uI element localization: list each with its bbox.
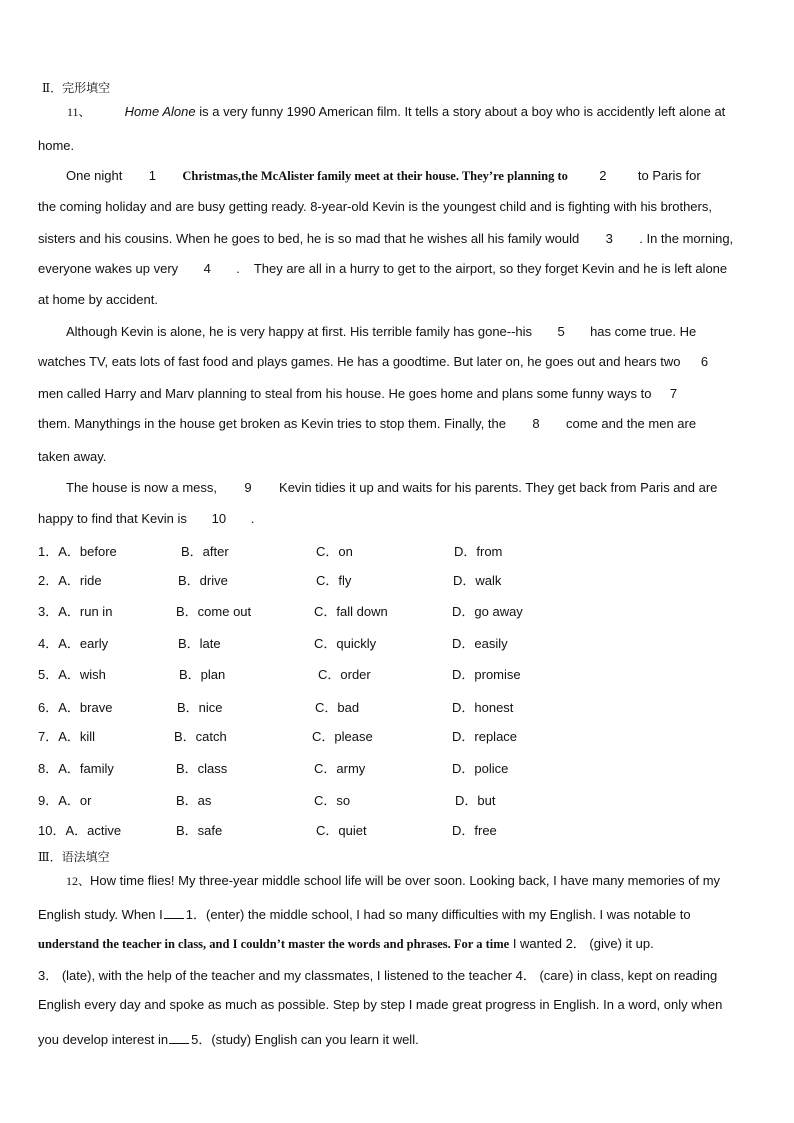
p2-text: watches TV, eats lots of fast food and plays games. He has a goodtime. But later on, he goes out and hears two	[38, 354, 681, 369]
p1-line-5: at home by accident.	[38, 292, 158, 307]
p2-line-4	[38, 416, 696, 432]
option-d: D．police	[452, 761, 509, 776]
option-b: B．late	[178, 636, 221, 651]
option-b: B．plan	[179, 667, 226, 682]
blank-6: 6	[700, 354, 709, 369]
s3-line-2	[38, 907, 691, 923]
option-b: B．come out	[176, 604, 252, 619]
p2-line-5: taken away.	[38, 449, 107, 464]
option-num-label: 10．A．	[38, 823, 88, 838]
option-number	[38, 700, 112, 716]
film-title: Home Alone	[124, 104, 196, 119]
intro-text: is a very funny 1990 American film. It tells a story about a boy who is accidently left alone at	[195, 104, 726, 119]
option-d: D．replace	[452, 729, 518, 744]
option-b: B．drive	[178, 573, 228, 588]
option-c: C．please	[312, 729, 373, 744]
s3-text: 1．(enter) the middle school, I had so many difficulties with my English. I was notable to	[185, 907, 691, 922]
intro-line-1	[67, 104, 725, 120]
option-a: active	[87, 823, 122, 838]
option-number	[38, 544, 117, 560]
s3-line-5: English every day and spoke as much as possible. Step by step I made great progress in English. In a word, only when	[38, 997, 723, 1012]
question-12-number: 12、	[66, 874, 91, 888]
option-a: ride	[79, 573, 102, 588]
option-d: D．but	[455, 793, 496, 808]
option-num-label: 2．A．	[38, 573, 80, 588]
option-a: run in	[79, 604, 113, 619]
s3-text: English study. When I	[38, 907, 163, 922]
option-c: C．quickly	[314, 636, 377, 651]
option-c: C．order	[318, 667, 371, 682]
blank-8: 8	[532, 416, 540, 431]
option-b: B．as	[176, 793, 212, 808]
s3-text: you develop interest in	[38, 1032, 169, 1047]
p2-line-3	[38, 386, 696, 402]
p1-text: sisters and his cousins. When he goes to bed, he is so mad that he wishes all his family would	[38, 231, 580, 246]
option-c: C．bad	[315, 700, 360, 715]
option-a: wish	[79, 667, 106, 682]
p3-line-1	[66, 480, 717, 496]
p2-text: has come true. He	[590, 324, 697, 339]
blank-5: 5	[557, 324, 565, 339]
p3-text: happy to find that Kevin is	[38, 511, 187, 526]
option-d: D．promise	[452, 667, 521, 682]
option-number	[38, 823, 121, 839]
s3-text: How time flies! My three-year middle school life will be over soon. Looking back, I have many memories of my	[90, 873, 721, 888]
p2-line-2	[38, 354, 728, 370]
p1-text: .	[236, 261, 240, 276]
blank-7: 7	[669, 386, 678, 401]
option-number	[38, 636, 108, 652]
answer-blank-1[interactable]	[164, 909, 184, 919]
p1-text: to Paris for	[637, 168, 701, 183]
option-b: B．nice	[177, 700, 223, 715]
blank-10: 10	[211, 511, 227, 526]
option-number	[38, 604, 112, 620]
option-number	[38, 667, 106, 683]
blank-9: 9	[244, 480, 252, 495]
s3-text: 5．(study) English can you learn it well.	[191, 1032, 419, 1047]
s3-text: I wanted 2． (give) it up.	[509, 936, 654, 951]
s3-line-1	[66, 873, 720, 889]
option-d: D．walk	[453, 573, 502, 588]
option-d: D．from	[454, 544, 503, 559]
section-2-heading: Ⅱ．完形填空	[42, 81, 111, 95]
option-a: family	[79, 761, 114, 776]
option-number	[38, 573, 102, 589]
p1-text: everyone wakes up very	[38, 261, 179, 276]
option-a: early	[79, 636, 109, 651]
s3-line-3	[38, 936, 654, 952]
s3-line-6	[38, 1032, 419, 1048]
p1-line-2: the coming holiday and are busy getting ready. 8-year-old Kevin is the youngest child and is fighting with his brothers,	[38, 199, 712, 214]
p2-text: come and the men are	[566, 416, 697, 431]
option-number	[38, 793, 91, 809]
option-num-label: 7．A．	[38, 729, 80, 744]
blank-2: 2	[599, 168, 607, 183]
option-c: C．fall down	[314, 604, 388, 619]
p1-text: One night	[66, 168, 123, 183]
option-d: D．easily	[452, 636, 508, 651]
option-b: B．safe	[176, 823, 223, 838]
p1-line-4	[38, 261, 727, 277]
option-a: or	[79, 793, 92, 808]
option-a: before	[79, 544, 117, 559]
option-num-label: 5．A．	[38, 667, 80, 682]
p1-line-1	[66, 168, 701, 184]
option-num-label: 4．A．	[38, 636, 80, 651]
p1-text: They are all in a hurry to get to the airport, so they forget Kevin and he is left alone	[253, 261, 728, 276]
option-c: C．army	[314, 761, 366, 776]
option-num-label: 3．A．	[38, 604, 80, 619]
p2-text: Although Kevin is alone, he is very happy at first. His terrible family has gone--his	[66, 324, 533, 339]
option-a: brave	[79, 700, 113, 715]
p2-text: them. Manythings in the house get broken as Kevin tries to stop them. Finally, the	[38, 416, 507, 431]
option-a: kill	[79, 729, 96, 744]
option-d: D．honest	[452, 700, 514, 715]
option-b: B．after	[181, 544, 229, 559]
section-3-heading: Ⅲ．语法填空	[38, 850, 110, 864]
option-num-label: 9．A．	[38, 793, 80, 808]
option-number	[38, 761, 114, 777]
p1-line-3	[38, 231, 733, 247]
p3-text: The house is now a mess,	[66, 480, 218, 495]
s3-bold-text: understand the teacher in class, and I couldn’t master the words and phrases. For a time	[38, 937, 510, 951]
question-11-number: 11、	[67, 105, 91, 119]
option-b: B．catch	[174, 729, 227, 744]
blank-1: 1	[148, 168, 156, 183]
option-c: C．fly	[316, 573, 352, 588]
p3-line-2	[38, 511, 255, 527]
blank-4: 4	[203, 261, 211, 276]
answer-blank-5[interactable]	[169, 1034, 189, 1044]
blank-3: 3	[605, 231, 613, 246]
option-d: D．free	[452, 823, 497, 838]
p3-text: Kevin tidies it up and waits for his parents. They get back from Paris and are	[279, 480, 718, 495]
p3-text: .	[250, 511, 255, 526]
option-c: C．so	[314, 793, 351, 808]
p1-text: . In the morning,	[639, 231, 734, 246]
option-num-label: 8．A．	[38, 761, 80, 776]
option-number	[38, 729, 95, 745]
option-num-label: 6．A．	[38, 700, 80, 715]
option-c: C．on	[316, 544, 353, 559]
option-num-label: 1．A．	[38, 544, 80, 559]
p2-text: men called Harry and Marv planning to steal from his house. He goes home and plans some funny ways to	[38, 386, 652, 401]
option-c: C．quiet	[316, 823, 367, 838]
p2-line-1	[66, 324, 696, 340]
s3-line-4: 3． (late), with the help of the teacher and my classmates, I listened to the teacher 4． (care) in class, kept on reading	[38, 968, 718, 983]
p1-bold-text: Christmas,the McAlister family meet at their house. They’re planning to	[182, 169, 568, 183]
intro-line-2: home.	[38, 138, 75, 153]
option-d: D．go away	[452, 604, 523, 619]
option-b: B．class	[176, 761, 228, 776]
